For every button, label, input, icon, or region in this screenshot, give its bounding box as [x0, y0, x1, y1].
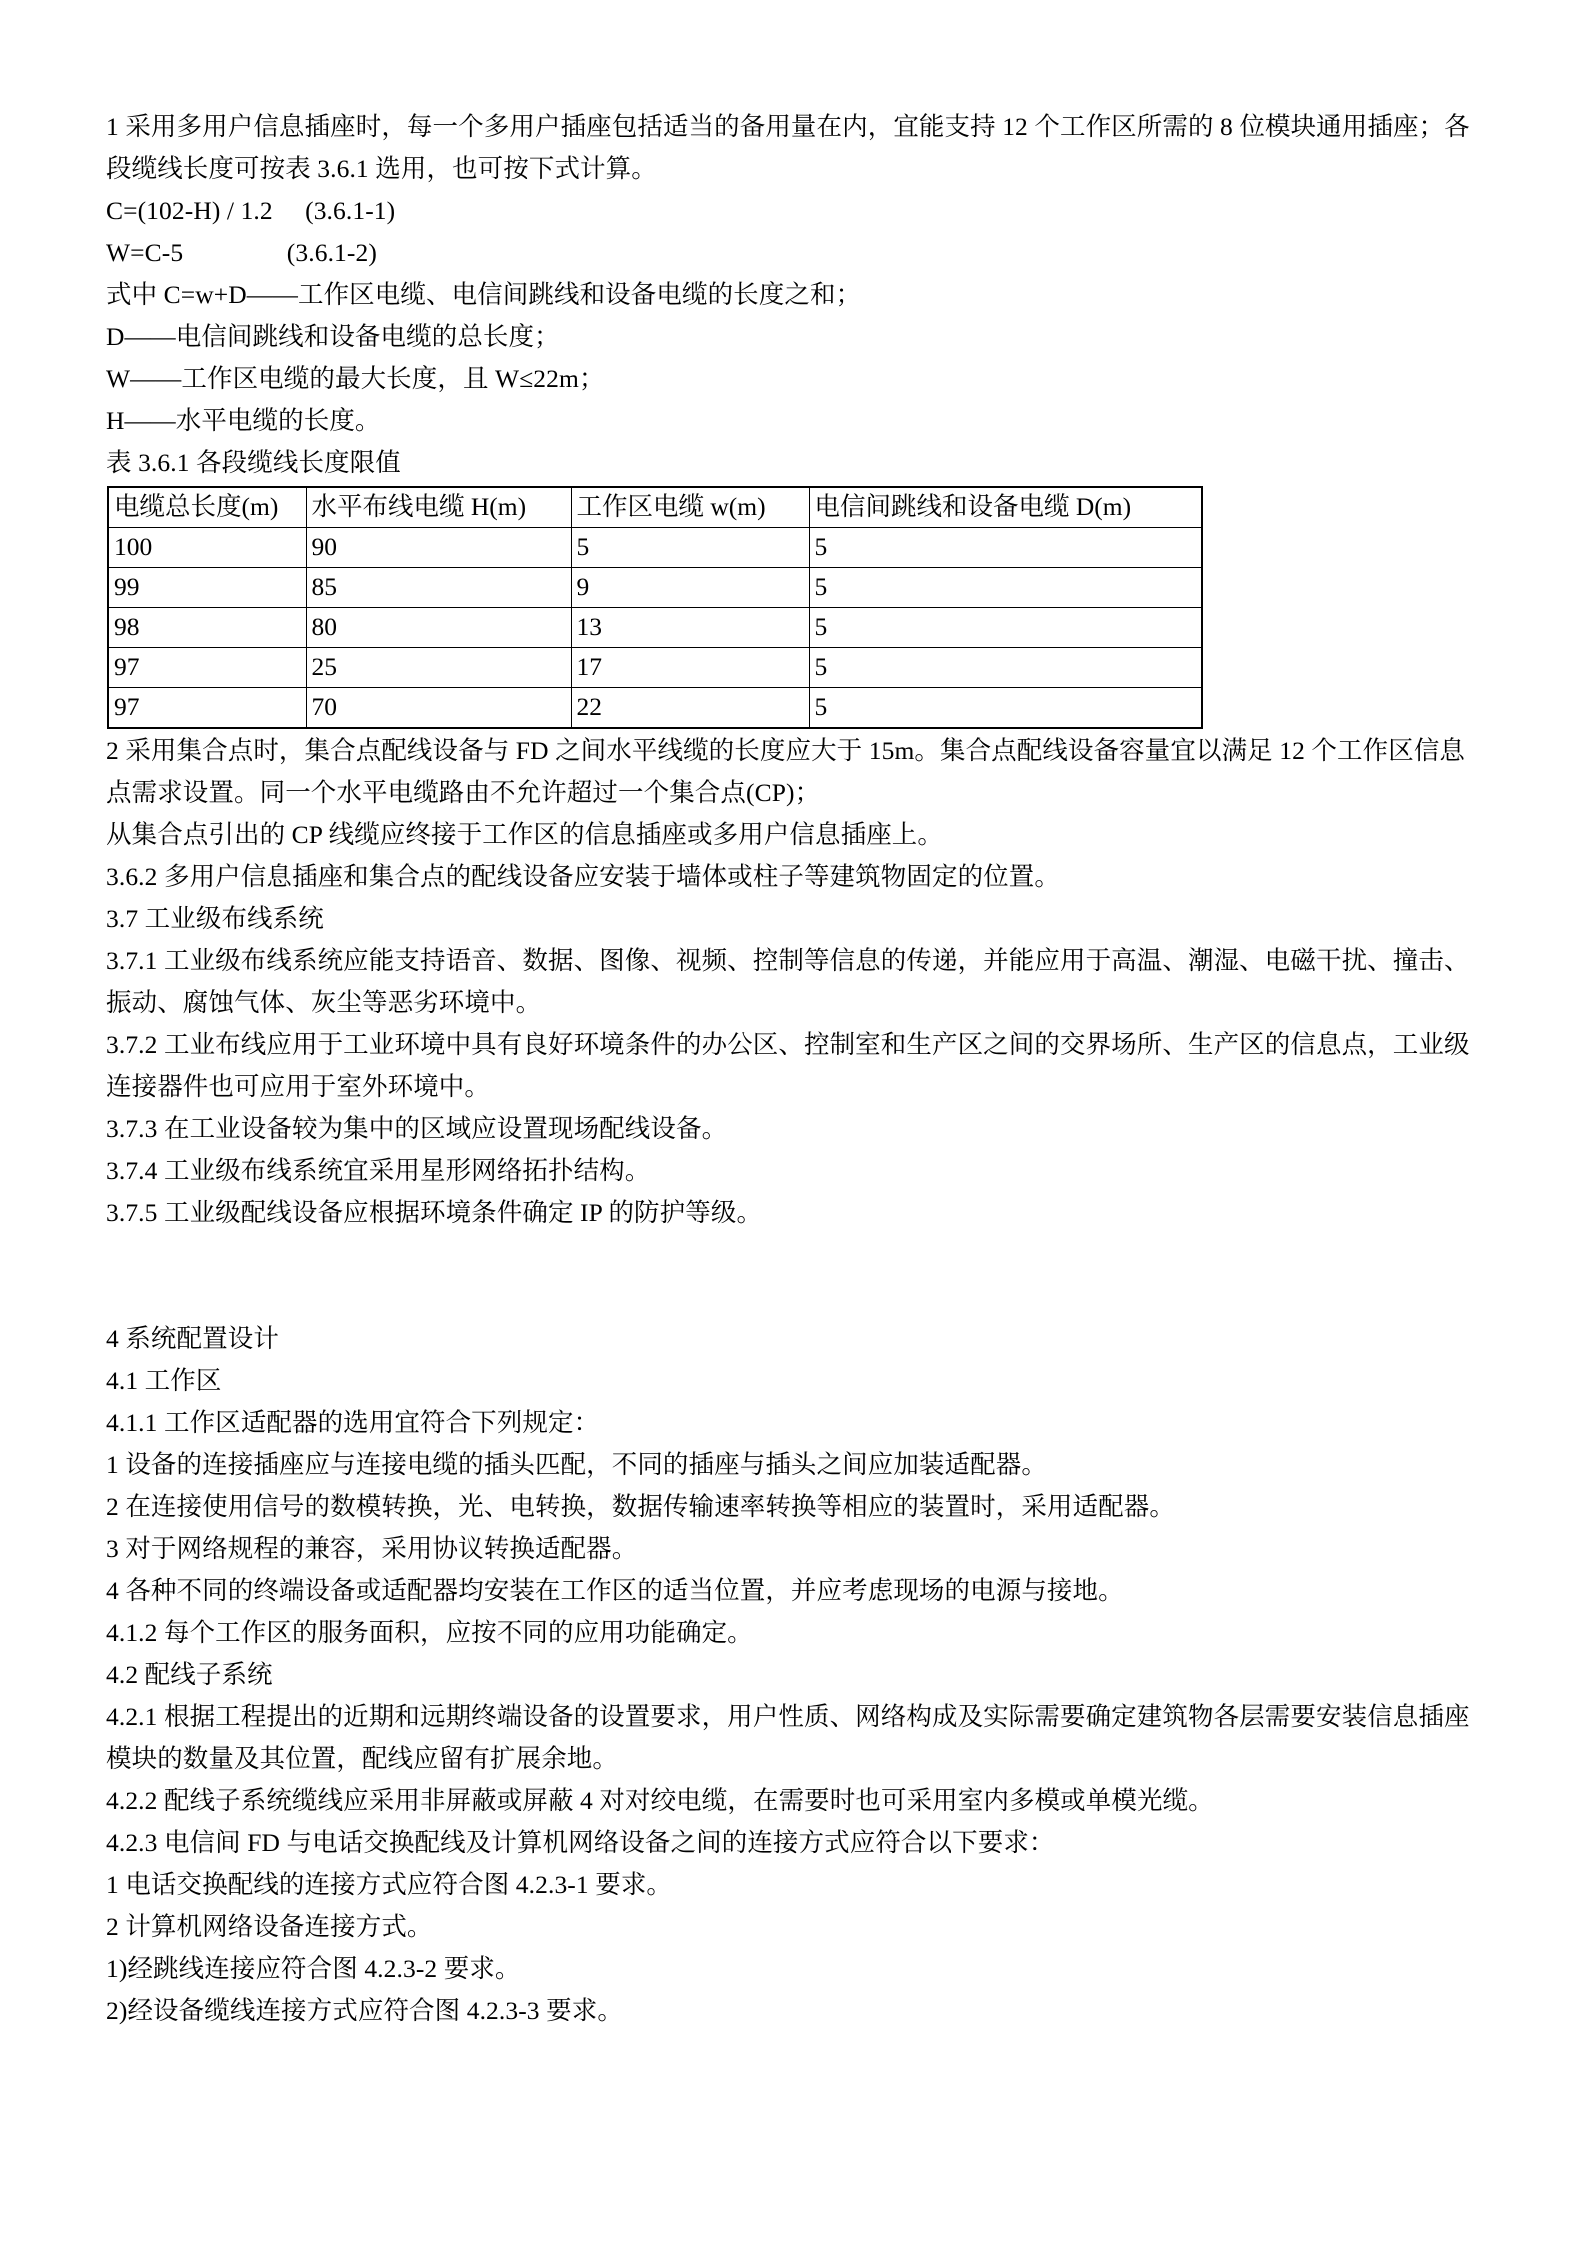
- heading-4-1: 4.1 工作区: [106, 1366, 222, 1395]
- paragraph-multiuser-outlet: 1 采用多用户信息插座时，每一个多用户插座包括适当的备用量在内，宜能支持 12 个工作区所需的 8 位模块通用插座；各段缆线长度可按表 3.6.1 选用，也可按下式计算。: [106, 112, 1470, 183]
- table-row: [108, 528, 1202, 568]
- heading-4-2: 4.2 配线子系统: [106, 1660, 273, 1689]
- paragraph-4-2-3-item-2-1: 1)经跳线连接应符合图 4.2.3-2 要求。: [106, 1954, 521, 1983]
- table-cell-telecom-d: 5: [809, 648, 1202, 688]
- table-cell-workarea-w: 22: [571, 688, 809, 729]
- table-header-total-length: 电缆总长度(m): [108, 487, 306, 528]
- paragraph-3-7-4: 3.7.4 工业级布线系统宜采用星形网络拓扑结构。: [106, 1156, 651, 1185]
- table-cell-telecom-d: 5: [809, 688, 1202, 729]
- paragraph-3-7-3: 3.7.3 在工业设备较为集中的区域应设置现场配线设备。: [106, 1114, 728, 1143]
- paragraph-4-1-1-item-3: 3 对于网络规程的兼容，采用协议转换适配器。: [106, 1534, 638, 1563]
- paragraph-4-1-2: 4.1.2 每个工作区的服务面积，应按不同的应用功能确定。: [106, 1618, 753, 1647]
- heading-4: 4 系统配置设计: [106, 1324, 279, 1353]
- cable-length-table-wrap: [106, 486, 1486, 729]
- formula-3-6-1-2: W=C-5 (3.6.1-2): [106, 238, 377, 267]
- table-caption: 表 3.6.1 各段缆线长度限值: [106, 448, 401, 477]
- table-header-workarea-w: 工作区电缆 w(m): [571, 487, 809, 528]
- paragraph-4-2-3: 4.2.3 电信间 FD 与电话交换配线及计算机网络设备之间的连接方式应符合以下要求：: [106, 1828, 1055, 1857]
- table-cell-total-length: 97: [108, 648, 306, 688]
- table-cell-horizontal-h: 90: [306, 528, 571, 568]
- paragraph-3-7-2: 3.7.2 工业布线应用于工业环境中具有良好环境条件的办公区、控制室和生产区之间的交界场所、生产区的信息点，工业级连接器件也可应用于室外环境中。: [106, 1030, 1470, 1101]
- table-cell-total-length: 98: [108, 608, 306, 648]
- paragraph-4-2-3-item-1: 1 电话交换配线的连接方式应符合图 4.2.3-1 要求。: [106, 1870, 673, 1899]
- paragraph-4-2-3-item-2-2: 2)经设备缆线连接方式应符合图 4.2.3-3 要求。: [106, 1996, 623, 2025]
- table-header-row: [108, 487, 1202, 528]
- heading-3-7: 3.7 工业级布线系统: [106, 904, 324, 933]
- paragraph-4-2-1: 4.2.1 根据工程提出的近期和远期终端设备的设置要求，用户性质、网络构成及实际需要确定建筑物各层需要安装信息插座模块的数量及其位置，配线应留有扩展余地。: [106, 1702, 1470, 1773]
- paragraph-4-2-2: 4.2.2 配线子系统缆线应采用非屏蔽或屏蔽 4 对对绞电缆，在需要时也可采用室内多模或单模光缆。: [106, 1786, 1214, 1815]
- table-cell-horizontal-h: 80: [306, 608, 571, 648]
- table-cell-horizontal-h: 25: [306, 648, 571, 688]
- paragraph-4-2-3-item-2: 2 计算机网络设备连接方式。: [106, 1912, 433, 1941]
- table-cell-horizontal-h: 85: [306, 568, 571, 608]
- formula-3-6-1-1: C=(102-H) / 1.2 (3.6.1-1): [106, 196, 396, 225]
- paragraph-3-7-5: 3.7.5 工业级配线设备应根据环境条件确定 IP 的防护等级。: [106, 1198, 763, 1227]
- table-cell-total-length: 100: [108, 528, 306, 568]
- table-cell-telecom-d: 5: [809, 608, 1202, 648]
- definition-w: W——工作区电缆的最大长度，且 W≤22m；: [106, 364, 605, 393]
- blank-line: [106, 1234, 1486, 1276]
- definition-h: H——水平电缆的长度。: [106, 406, 381, 435]
- table-cell-horizontal-h: 70: [306, 688, 571, 729]
- table-cell-workarea-w: 9: [571, 568, 809, 608]
- table-cell-telecom-d: 5: [809, 568, 1202, 608]
- definition-d: D——电信间跳线和设备电缆的总长度；: [106, 322, 560, 351]
- table-header-horizontal-h: 水平布线电缆 H(m): [306, 487, 571, 528]
- paragraph-cp-cable: 从集合点引出的 CP 线缆应终接于工作区的信息插座或多用户信息插座上。: [106, 820, 943, 849]
- definition-c: 式中 C=w+D——工作区电缆、电信间跳线和设备电缆的长度之和；: [106, 280, 862, 309]
- paragraph-3-7-1: 3.7.1 工业级布线系统应能支持语音、数据、图像、视频、控制等信息的传递，并能应用于高温、潮湿、电磁干扰、撞击、振动、腐蚀气体、灰尘等恶劣环境中。: [106, 946, 1470, 1017]
- cable-length-table: [107, 486, 1203, 729]
- table-cell-workarea-w: 17: [571, 648, 809, 688]
- paragraph-4-1-1-item-2: 2 在连接使用信号的数模转换，光、电转换，数据传输速率转换等相应的装置时，采用适配器。: [106, 1492, 1175, 1521]
- table-row: [108, 608, 1202, 648]
- table-row: [108, 648, 1202, 688]
- table-cell-telecom-d: 5: [809, 528, 1202, 568]
- table-row: [108, 568, 1202, 608]
- paragraph-consolidation-point: 2 采用集合点时，集合点配线设备与 FD 之间水平线缆的长度应大于 15m。集合点配线设备容量宜以满足 12 个工作区信息点需求设置。同一个水平电缆路由不允许超过一个集合点(CP)；: [106, 736, 1466, 807]
- paragraph-4-1-1-item-1: 1 设备的连接插座应与连接电缆的插头匹配，不同的插座与插头之间应加装适配器。: [106, 1450, 1047, 1479]
- paragraph-3-6-2: 3.6.2 多用户信息插座和集合点的配线设备应安装于墙体或柱子等建筑物固定的位置。: [106, 862, 1060, 891]
- table-cell-workarea-w: 13: [571, 608, 809, 648]
- table-row: [108, 688, 1202, 729]
- paragraph-4-1-1: 4.1.1 工作区适配器的选用宜符合下列规定：: [106, 1408, 600, 1437]
- table-cell-total-length: 99: [108, 568, 306, 608]
- table-cell-total-length: 97: [108, 688, 306, 729]
- table-cell-workarea-w: 5: [571, 528, 809, 568]
- page-content: [106, 106, 1486, 2032]
- paragraph-4-1-1-item-4: 4 各种不同的终端设备或适配器均安装在工作区的适当位置，并应考虑现场的电源与接地。: [106, 1576, 1124, 1605]
- blank-line: [106, 1276, 1486, 1318]
- table-header-telecom-d: 电信间跳线和设备电缆 D(m): [809, 487, 1202, 528]
